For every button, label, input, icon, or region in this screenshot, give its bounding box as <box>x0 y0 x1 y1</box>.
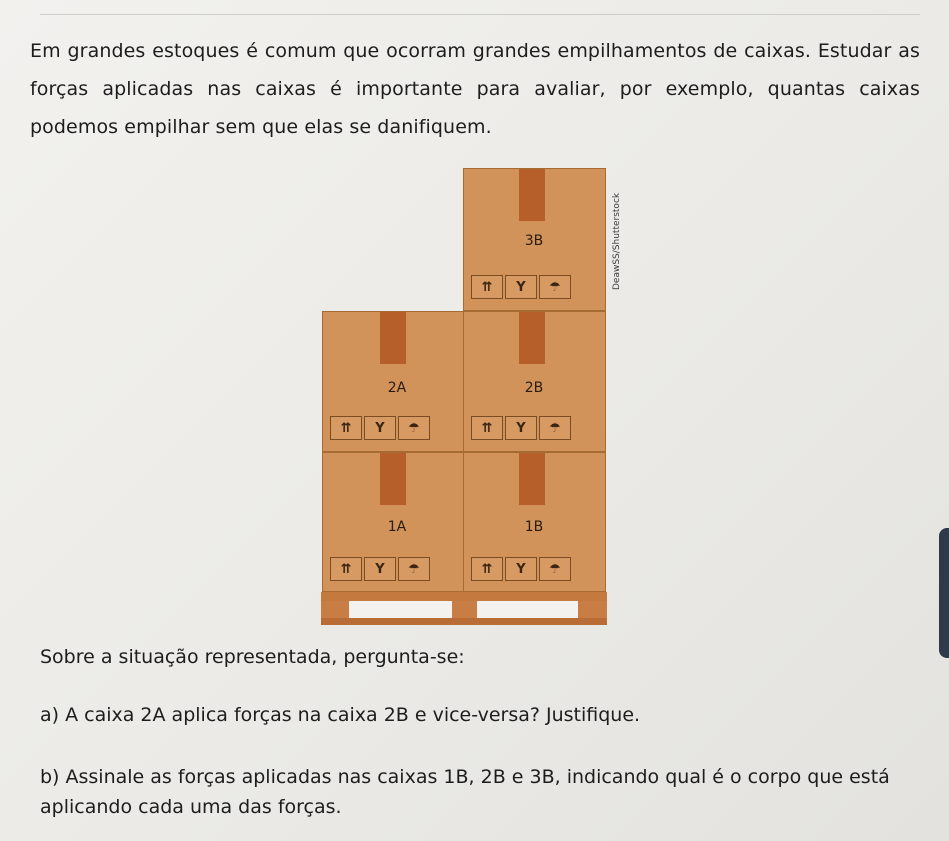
keep-dry-umbrella-icon: ☂ <box>398 557 430 581</box>
question-a: a) A caixa 2A aplica forças na caixa 2B e vice-versa? Justifique. <box>40 704 641 726</box>
this-side-up-icon: ⇈ <box>471 416 503 440</box>
pallet-block <box>578 601 607 620</box>
box-2a <box>322 311 464 452</box>
keep-dry-umbrella-icon: ☂ <box>539 416 571 440</box>
edge-tab <box>939 528 949 658</box>
box-tape <box>380 312 406 364</box>
box-1b <box>463 452 606 592</box>
box-label-2b: 2B <box>524 380 544 396</box>
box-label-1a: 1A <box>387 519 407 535</box>
pallet-bottom-board <box>321 618 607 625</box>
fragile-glass-icon: Y <box>505 416 537 440</box>
question-intro: Sobre a situação representada, pergunta-se: <box>40 646 465 668</box>
handling-symbols <box>471 416 571 440</box>
intro-paragraph: Em grandes estoques é comum que ocorram grandes empilhamentos de caixas. Estudar as forças aplicadas nas caixas é importante para avaliar, por exemplo, quantas caixas podemos empilhar sem que elas se danifiquem. <box>30 40 920 138</box>
keep-dry-umbrella-icon: ☂ <box>539 557 571 581</box>
box-tape <box>519 312 545 364</box>
pallet-top-board <box>321 592 607 601</box>
box-label-3b: 3B <box>524 233 544 249</box>
box-1a <box>322 452 464 592</box>
pallet-block <box>452 601 477 620</box>
handling-symbols <box>471 275 571 299</box>
box-tape <box>380 453 406 505</box>
box-tape <box>519 453 545 505</box>
box-2b <box>463 311 606 452</box>
fragile-glass-icon: Y <box>364 416 396 440</box>
handling-symbols <box>471 557 571 581</box>
top-divider <box>40 14 920 15</box>
box-tape <box>519 169 545 221</box>
box-3b <box>463 168 606 311</box>
this-side-up-icon: ⇈ <box>471 275 503 299</box>
this-side-up-icon: ⇈ <box>330 557 362 581</box>
keep-dry-umbrella-icon: ☂ <box>539 275 571 299</box>
fragile-glass-icon: Y <box>505 275 537 299</box>
photo-credit: DeawSS/Shutterstock <box>612 192 622 290</box>
keep-dry-umbrella-icon: ☂ <box>398 416 430 440</box>
pallet-gap <box>349 601 452 620</box>
fragile-glass-icon: Y <box>505 557 537 581</box>
box-label-1b: 1B <box>524 519 544 535</box>
question-b: b) Assinale as forças aplicadas nas caixas 1B, 2B e 3B, indicando qual é o corpo que está aplicando cada uma das forças. <box>40 766 890 818</box>
handling-symbols <box>330 416 430 440</box>
pallet-gap <box>477 601 578 620</box>
handling-symbols <box>330 557 430 581</box>
box-label-2a: 2A <box>387 380 407 396</box>
pallet-block <box>321 601 349 620</box>
this-side-up-icon: ⇈ <box>330 416 362 440</box>
fragile-glass-icon: Y <box>364 557 396 581</box>
this-side-up-icon: ⇈ <box>471 557 503 581</box>
